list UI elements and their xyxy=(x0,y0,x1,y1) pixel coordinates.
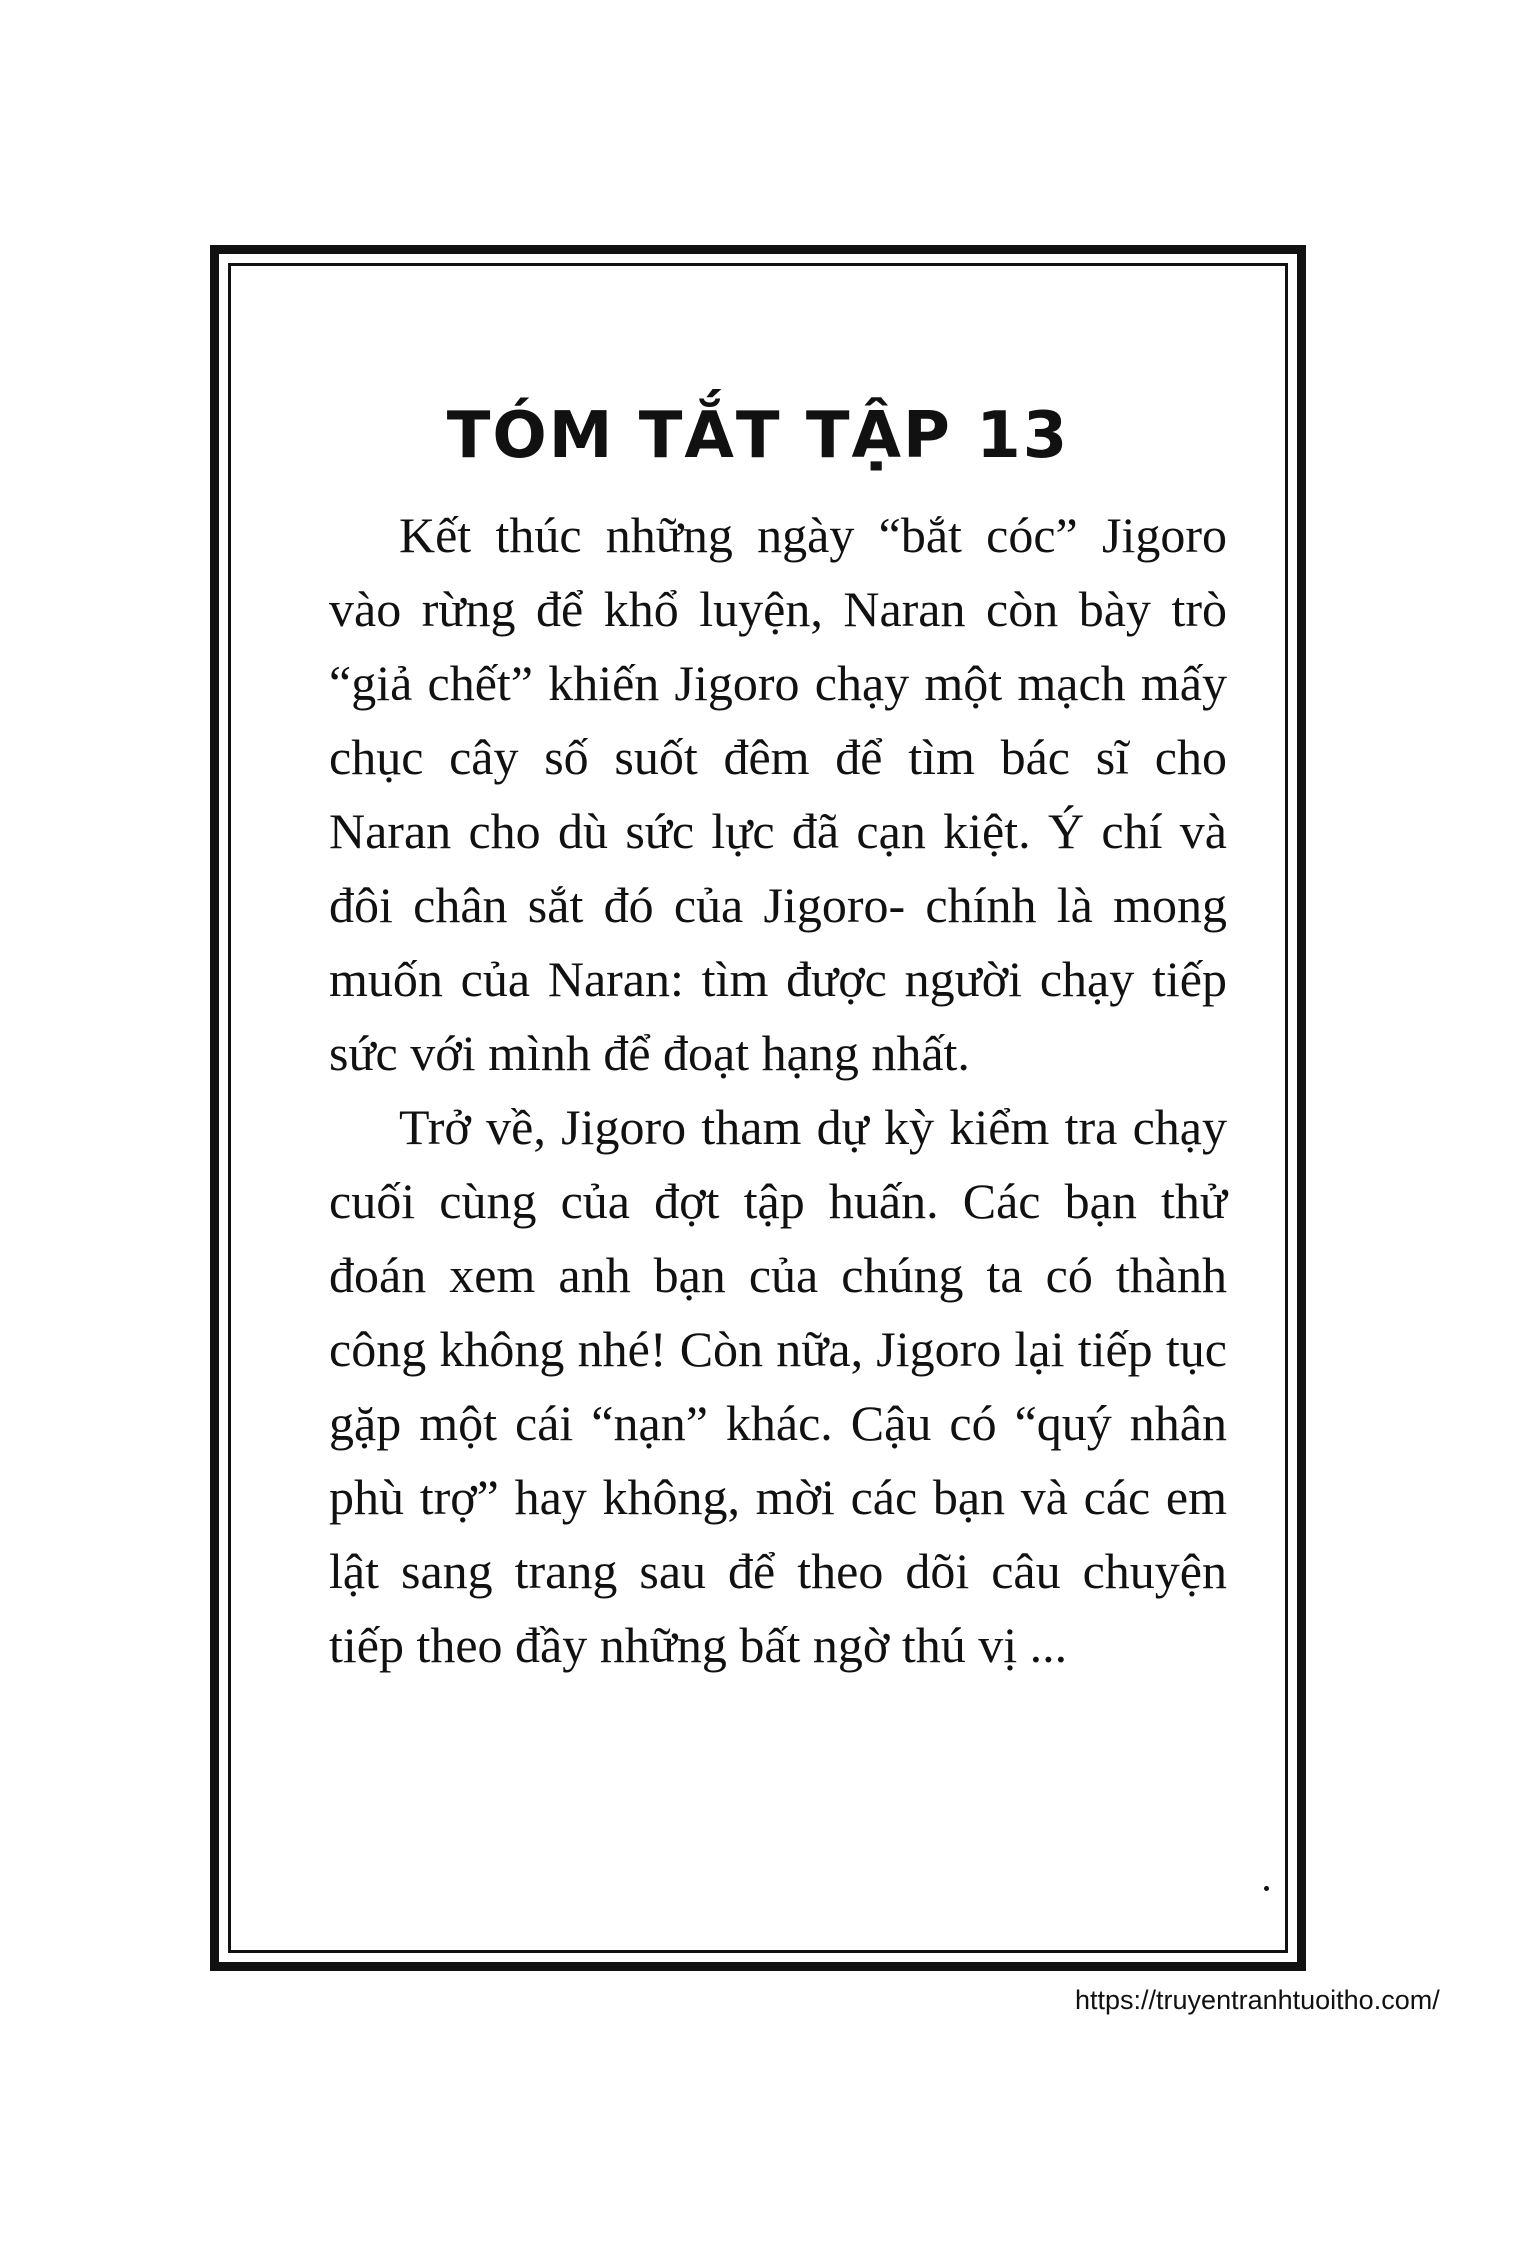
page-title: TÓM TẮT TẬP 13 xyxy=(446,399,1070,473)
summary-frame-inner-border xyxy=(228,263,1288,1953)
source-url: https://truyentranhtuoitho.com/ xyxy=(1075,1985,1440,2015)
stray-dot-mark xyxy=(1264,1886,1269,1891)
summary-paragraph-2: Trở về, Jigoro tham dự kỳ kiểm tra chạy cuối cùng của đợt tập huấn. Các bạn thử đoán xem anh bạn của chúng ta có thành công không nhé! Còn nữa, Jigoro lại tiếp tục gặp một cái “nạn” khác. Cậu có “quý nhân phù trợ” hay không, mời các bạn và các em lật sang trang sau để theo dõi câu chuyện tiếp theo đầy những bất ngờ thú vị ... xyxy=(329,1099,1227,1673)
summary-paragraph-1: Kết thúc những ngày “bắt cóc” Jigoro vào rừng để khổ luyện, Naran còn bày trò “giả chết” khiến Jigoro chạy một mạch mấy chục cây số suốt đêm để tìm bác sĩ cho Naran cho dù sức lực đã cạn kiệt. Ý chí và đôi chân sắt đó của Jigoro- chính là mong muốn của Naran: tìm được người chạy tiếp sức với mình để đoạt hạng nhất. xyxy=(329,507,1227,1081)
summary-frame xyxy=(210,245,1306,1971)
summary-body xyxy=(329,498,1227,1682)
